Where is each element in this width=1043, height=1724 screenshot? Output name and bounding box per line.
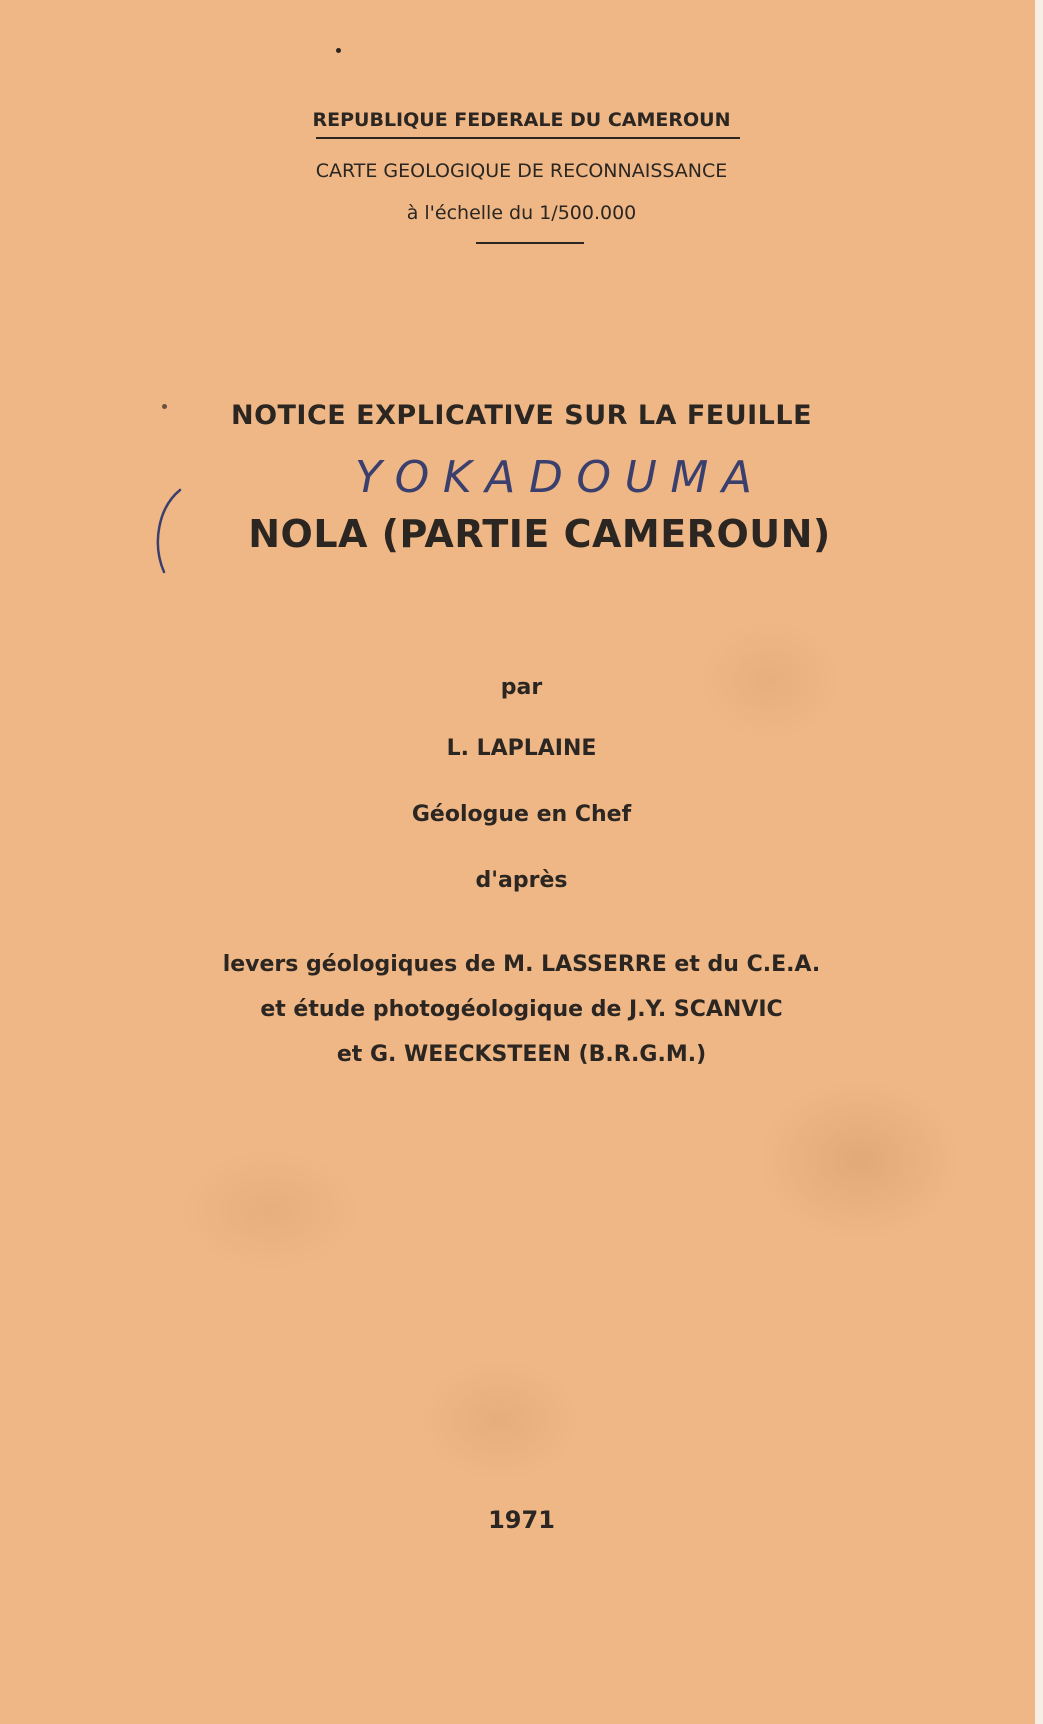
handwriting-yokadouma [355, 440, 765, 510]
svg-text:YOKADOUMA: YOKADOUMA [355, 452, 755, 503]
handwritten-insert [355, 440, 765, 510]
paper-stain [760, 1080, 960, 1240]
credit-line: et étude photogéologique de J.Y. SCANVIC [260, 997, 783, 1022]
sheet-title: NOLA (PARTIE CAMEROUN) [248, 512, 831, 556]
header-rule [476, 242, 584, 244]
credit-line: levers géologiques de M. LASSERRE et du C.E.A. [222, 952, 821, 977]
author-name: L. LAPLAINE [446, 736, 597, 761]
country-underline [316, 137, 740, 139]
map-scale: à l'échelle du 1/500.000 [406, 202, 637, 224]
notice-title: NOTICE EXPLICATIVE SUR LA FEUILLE [230, 400, 813, 431]
map-series: CARTE GEOLOGIQUE DE RECONNAISSANCE [315, 160, 728, 182]
credit-line: et G. WEECKSTEEN (B.R.G.M.) [336, 1042, 707, 1067]
paper-stain [420, 1360, 580, 1480]
publication-year: 1971 [488, 1506, 555, 1534]
after-label: d'après [475, 868, 568, 893]
country-heading: REPUBLIQUE FEDERALE DU CAMEROUN [312, 109, 731, 131]
paper-stain [180, 1150, 360, 1270]
scan-edge [1035, 0, 1043, 1724]
by-label: par [500, 675, 543, 700]
author-role: Géologue en Chef [411, 802, 632, 827]
paper-speck [336, 48, 341, 53]
